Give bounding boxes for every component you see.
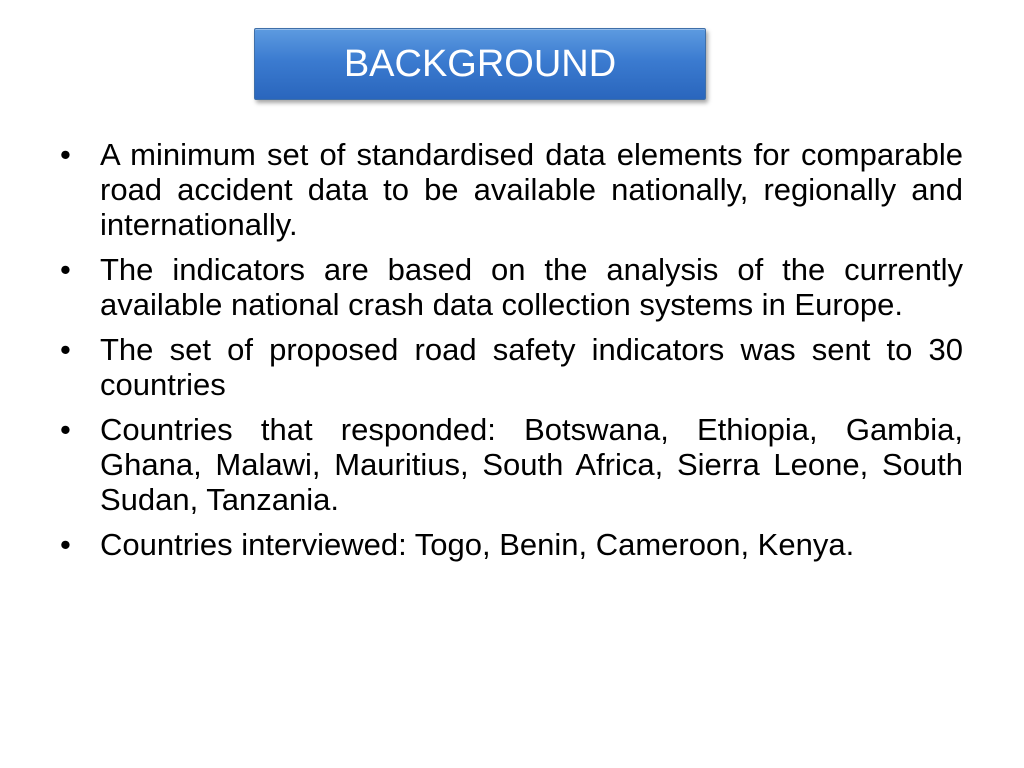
bullet-icon: • — [60, 332, 71, 367]
bullet-icon: • — [60, 137, 71, 172]
slide-content — [60, 137, 963, 572]
list-item — [60, 252, 963, 322]
bullet-list — [60, 137, 963, 562]
bullet-text: Countries interviewed: Togo, Benin, Cameroon, Kenya. — [100, 527, 855, 562]
list-item — [60, 332, 963, 402]
bullet-text: The indicators are based on the analysis of the currently available national crash data collection systems in Europe. — [100, 252, 963, 322]
bullet-icon: • — [60, 412, 71, 447]
list-item — [60, 527, 963, 562]
bullet-text: Countries that responded: Botswana, Ethiopia, Gambia, Ghana, Malawi, Mauritius, South Africa, Sierra Leone, South Sudan, Tanzania. — [100, 412, 963, 517]
slide-title-box — [254, 28, 706, 100]
slide-title: BACKGROUND — [343, 43, 617, 85]
list-item — [60, 137, 963, 242]
bullet-icon: • — [60, 527, 71, 562]
bullet-text: The set of proposed road safety indicators was sent to 30 countries — [100, 332, 963, 402]
bullet-icon: • — [60, 252, 71, 287]
bullet-text: A minimum set of standardised data elements for comparable road accident data to be available nationally, regionally and internationally. — [100, 137, 963, 242]
list-item — [60, 412, 963, 517]
